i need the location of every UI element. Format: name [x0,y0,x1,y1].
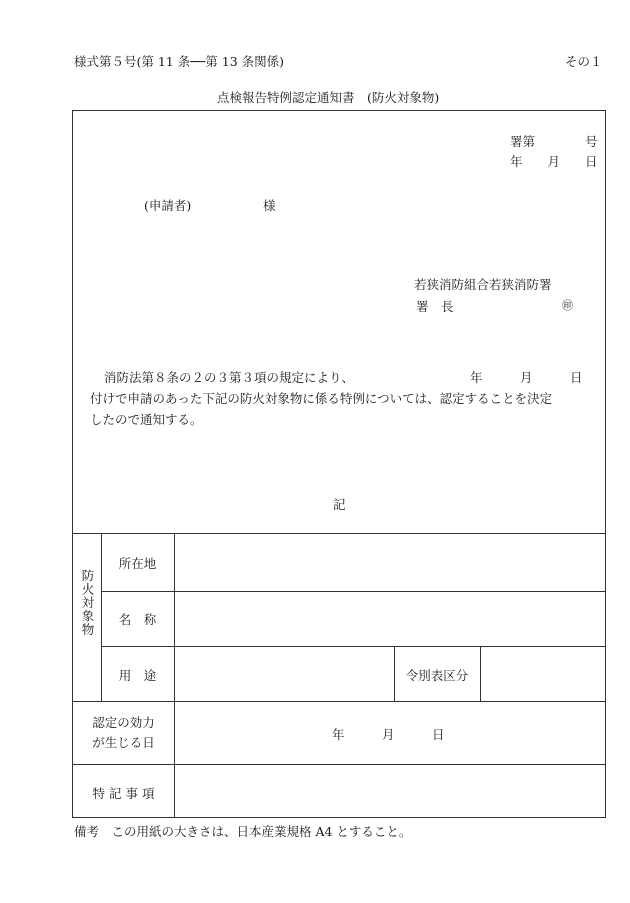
ki-mark: 記 [333,497,346,512]
effective-date[interactable]: 年 月 日 [332,727,445,742]
page-label: その１ [565,54,603,69]
footer-note: 備考 この用紙の大きさは、日本産業規格 A4 とすること。 [74,824,412,839]
row-label-use: 用 途 [118,668,157,683]
row-label-name: 名 称 [118,612,157,627]
body-date: 年 月 日 [470,370,583,385]
table-rule-group-bottom [73,701,605,702]
effective-label-line-2: が生じる日 [92,735,155,750]
group-label-fire-prevention-object: 防火対象物 [80,569,95,637]
issuer-title: 署 長 [416,299,454,314]
effective-label-line-1: 認定の効力 [92,715,155,730]
honorific: 様 [263,198,276,213]
remarks-label: 特 記 事 項 [92,786,155,801]
applicant-label: (申請者) [144,198,192,213]
issuer-org: 若狭消防組合若狭消防署 [414,277,552,292]
seal-mark: ㊞ [562,299,573,312]
notice-number: 署第 号 [510,134,598,149]
notice-date: 年 月 日 [510,154,598,169]
body-line-2: 付けで申請のあった下記の防火対象物に係る特例については、認定することを決定 [90,391,553,406]
name-field[interactable] [175,592,604,645]
body-line-3: したので通知する。 [90,412,203,427]
row-label-location: 所在地 [118,556,157,571]
use-field[interactable] [175,647,393,700]
row-label-category: 令別表区分 [405,668,469,683]
form-number: 様式第５号(第 11 条──第 13 条関係) [74,54,285,69]
effective-label [73,713,174,753]
remarks-field[interactable] [175,765,604,817]
location-field[interactable] [175,534,604,590]
document-title: 点検報告特例認定通知書 (防火対象物) [217,90,440,105]
body-line-1: 消防法第８条の２の３第３項の規定により、 [104,370,355,385]
category-field[interactable] [481,647,604,700]
form-box [72,110,606,818]
